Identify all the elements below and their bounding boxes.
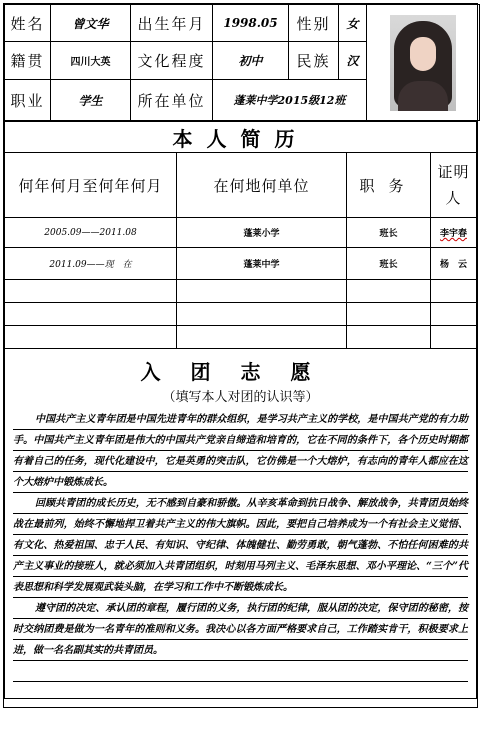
application-form [3,3,478,708]
row-cert [431,280,477,303]
row-role [347,303,431,326]
row-place: 蓬莱小学 [177,218,347,248]
gender-label: 性别 [289,5,339,42]
row-role [347,326,431,349]
portrait-photo [390,15,456,111]
paragraph: 遵守团的决定、承认团的章程，履行团的义务，执行团的纪律，服从团的决定，保守团的秘密，按时交纳团费是做为一名青年的准则和义务。我决心以各方面严格要求自己，工作踏实肯干，积极要求上进，做一名名副其实的共青团员。 [13,603,468,656]
application-section [5,349,477,699]
header-place: 在何地何单位 [177,153,347,218]
row-cert [431,303,477,326]
row-cert: 李宇春 [431,218,477,248]
application-subtitle: （填写本人对团的认识等） [162,390,319,405]
row-role [347,280,431,303]
row-place [177,326,347,349]
header-period: 何年何月至何年何月 [5,153,177,218]
education-label: 文化程度 [131,42,213,80]
row-period: 2005.09——2011.08 [5,218,177,248]
paragraph: 中国共产主义青年团是中国先进青年的群众组织，是学习共产主义的学校，是中国共产党的有力助手。中国共产主义青年团是伟大的中国共产党亲自缔造和培育的，它在不同的条件下，各个历史时期都有着自己的任务，现代化建设中，它是英勇的突击队，它仿佛是一个大熔炉，有志向的青年人都应在这个大熔炉中锻炼成长。 [13,414,468,488]
row-cert [431,326,477,349]
profile-table [4,4,480,121]
application-text [13,409,468,682]
row-cert: 杨 云 [431,248,477,280]
name-value: 曾文华 [51,5,131,42]
paragraph: 回顾共青团的成长历史，无不感到自豪和骄傲。从辛亥革命到抗日战争、解放战争，共青团员始终战在最前列，始终不懈地捍卫着共产主义的伟大旗帜。因此，要把自己培养成为一个有社会主义觉悟、有文化、热爱祖国、忠于人民、有知识、守纪律、体魄健壮、勤劳勇敢，朝气蓬勃、不怕任何困难的共产主义事业的接班人，就必须加入共青团组织，时刻用马列主义、毛泽东思想、邓小平理论、“三个”代表思想和科学发展观武装头脑，在学习和工作中不断锻炼成长。 [13,498,468,593]
table-row [5,303,477,326]
hometown-value: 四川大英 [51,42,131,80]
gender-value: 女 [339,5,367,42]
ethnicity-value: 汉 [339,42,367,80]
resume-title: 本人简历 [5,122,477,153]
header-cert: 证明人 [431,153,477,218]
table-row [5,326,477,349]
table-row [5,280,477,303]
unit-value: 蓬莱中学2015级12班 [213,80,367,121]
row-period [5,303,177,326]
row-role: 班长 [347,218,431,248]
row-period [5,326,177,349]
birth-value: 1998.05 [213,5,289,42]
birth-label: 出生年月 [131,5,213,42]
name-label: 姓名 [5,5,51,42]
table-row [5,248,477,280]
occupation-label: 职业 [5,80,51,121]
row-place: 蓬莱中学 [177,248,347,280]
row-period [5,280,177,303]
resume-table [4,121,477,699]
hometown-label: 籍贯 [5,42,51,80]
ethnicity-label: 民族 [289,42,339,80]
education-value: 初中 [213,42,289,80]
row-period: 2011.09——现 在 [5,248,177,280]
table-row [5,218,477,248]
photo-cell [367,5,480,121]
header-role: 职务 [347,153,431,218]
row-place [177,303,347,326]
occupation-value: 学生 [51,80,131,121]
row-role: 班长 [347,248,431,280]
application-title: 入团志愿 [140,360,341,384]
row-place [177,280,347,303]
unit-label: 所在单位 [131,80,213,121]
